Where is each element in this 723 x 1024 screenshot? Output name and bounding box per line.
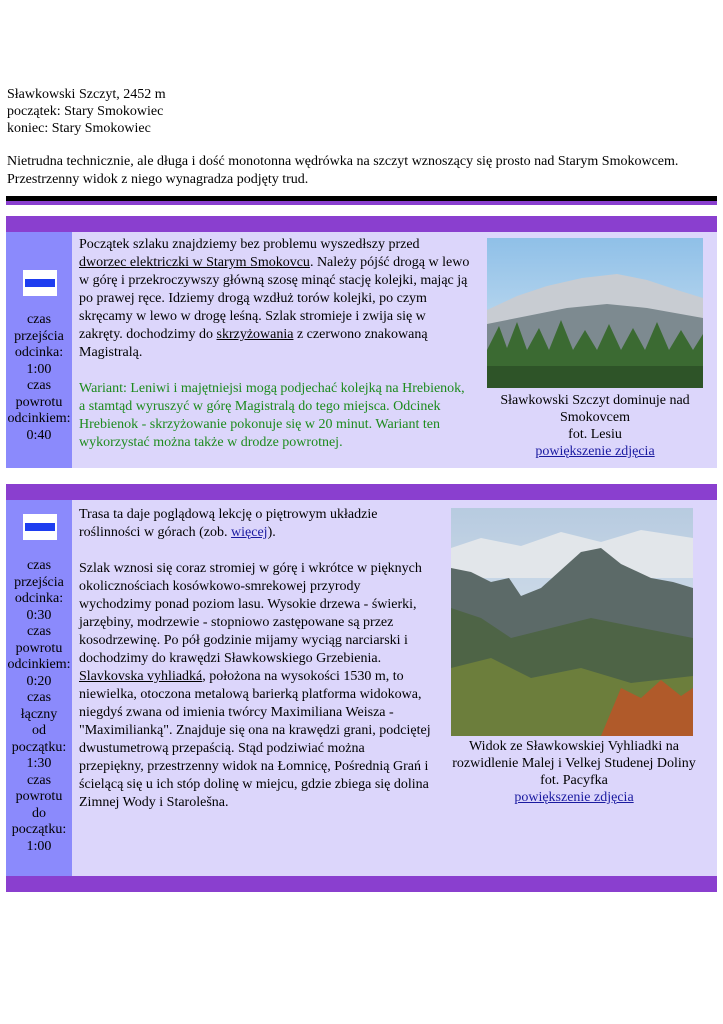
enlarge-photo-link[interactable]: powiększenie zdjęcia	[535, 444, 655, 459]
route-title: Sławkowski Szczyt, 2452 m	[7, 87, 166, 102]
text-span: ).	[267, 525, 276, 540]
section2-sidebar	[6, 500, 72, 876]
section2-caption	[436, 738, 712, 806]
side-line: czas	[26, 690, 52, 705]
side-line: powrotu	[15, 394, 63, 410]
side-line: przejścia	[14, 328, 64, 344]
section1-caption	[472, 392, 718, 460]
caption-line: fot. Lesiu	[568, 427, 622, 442]
side-line: 0:30	[26, 607, 52, 623]
side-line: przejścia	[14, 574, 64, 590]
route-start: początek: Stary Smokowiec	[7, 104, 164, 119]
text-span: z czerwono znakowaną Magistralą.	[79, 327, 428, 360]
route-intro	[7, 153, 719, 189]
caption-line: Smokovcem	[560, 410, 630, 425]
trail-marker-blue-icon	[23, 514, 57, 540]
section1-paragraph-1	[79, 236, 471, 362]
section1-sidebar	[6, 232, 72, 468]
text-span: Początek szlaku znajdziemy bez problemu wyszedłszy przed	[79, 237, 420, 252]
more-link[interactable]: więcej	[231, 525, 268, 540]
side-line: 1:00	[26, 838, 52, 854]
section2-times	[6, 558, 72, 855]
side-line: czas	[26, 624, 52, 639]
caption-line: Widok ze Sławkowskiej Vyhliadki na	[469, 739, 679, 754]
side-line: odcinkiem:	[7, 657, 71, 672]
route-end: koniec: Stary Smokowiec	[7, 121, 151, 136]
section1-times	[6, 312, 72, 444]
route-header	[7, 86, 719, 137]
side-line: odcinka:	[14, 345, 64, 360]
text-span: . Należy pójść drogą w lewo w górę i przekroczywszy główną szosę minąć stację kolejki, mając ją po prawej ręce. Idziemy drogą wzdłuż torów kolejki, po czym skręcamy w lewo w drogę leśną. Szlak stromieje i zwija się w zakręty. dochodzimy do	[79, 255, 470, 342]
side-line: czas	[26, 558, 52, 573]
section2-paragraph-2	[79, 560, 431, 812]
section2-top-band	[6, 484, 717, 500]
section2	[6, 500, 717, 876]
side-line: czas	[26, 772, 52, 788]
side-line: powrotu	[15, 789, 63, 804]
side-line: czas	[26, 312, 52, 327]
side-line: czas	[26, 378, 52, 393]
side-line: powrotu	[15, 640, 63, 656]
side-line: początku:	[11, 739, 67, 755]
section1	[6, 232, 717, 468]
side-line: 1:30	[26, 756, 52, 771]
section1-variant: Wariant: Leniwi i majętniejsi mogą podjechać kolejką na Hrebienok, a stamtąd wyruszyć w górę Magistralą do tego miejsca. Odcinek Hrebienok - skrzyżowanie pokonuje się w 20 minut. Wariant ten wykorzystać można także w drodze powrotnej.	[79, 381, 465, 450]
intro-line-1: Nietrudna technicznie, ale długa i dość monotonna wędrówka na szczyt wznoszący się prosto nad Starym Smokowcem.	[7, 154, 679, 169]
divider-purple	[6, 201, 717, 205]
section2-text	[79, 506, 431, 812]
section1-top-band	[6, 216, 717, 232]
section2-paragraph-1	[79, 506, 431, 542]
caption-line: rozwidlenie Malej i Velkej Studenej Doliny	[452, 756, 696, 771]
side-line: łączny	[20, 706, 58, 722]
viewpoint-link[interactable]: Slavkovska vyhliadká	[79, 669, 203, 684]
section1-text	[79, 236, 471, 452]
side-line: od	[32, 723, 46, 738]
station-link[interactable]: dworzec elektriczki w Starym Smokovcu	[79, 255, 310, 270]
side-line: odcinka:	[14, 591, 64, 606]
side-line: 0:40	[26, 427, 52, 443]
side-line: 1:00	[26, 361, 52, 377]
photo-vyhliadka-view[interactable]	[451, 508, 693, 736]
side-line: odcinkiem:	[7, 411, 71, 426]
caption-line: Sławkowski Szczyt dominuje nad	[500, 393, 690, 408]
photo-slawkowski-szczyt[interactable]	[487, 238, 703, 388]
enlarge-photo-link[interactable]: powiększenie zdjęcia	[514, 790, 634, 805]
side-line: początku:	[11, 822, 67, 837]
side-line: 0:20	[26, 673, 52, 689]
section2-bottom-band	[6, 876, 717, 892]
trail-marker-blue-icon	[23, 270, 57, 296]
text-span: Szlak wznosi się coraz stromiej w górę i wkrótce w pięknych okolicznościach kosówkowo-smrekowej przyrody wychodzimy ponad poziom lasu. Wysokie drzewa - świerki, jarzębiny, modrzewie - stopniowo zastępowane są przez kosodrzewinę. Po pół godzinie mijamy wyciąg narciarski i dochodzimy do krawędzi Sławkowskiego Grzebienia.	[79, 561, 422, 666]
intro-line-2: Przestrzenny widok z niego wynagradza podjęty trud.	[7, 172, 309, 187]
crossing-link[interactable]: skrzyżowania	[216, 327, 294, 342]
side-line: do	[32, 805, 46, 821]
text-span: Trasa ta daje poglądową lekcję o piętrowym układzie roślinności w górach (zob.	[79, 507, 378, 540]
caption-line: fot. Pacyfka	[540, 773, 608, 788]
text-span: , położona na wysokości 1530 m, to niewielka, otoczona metalową barierką platforma widokowa, niegdyś zwana od imienia twórcy Maximiliana Weisza - "Maximilianką". Znajduje się ona na krawędzi grani, podciętej dwustumetrową przepaścią. Stąd podziwiać można przepiękny, przestrzenny widok na Łomnicę, Pośrednią Grań i ścielącą się u ich stóp dolinę w miejcu, gdzie zbiega się dolina Zimnej Wody i Starolešna.	[79, 669, 431, 810]
